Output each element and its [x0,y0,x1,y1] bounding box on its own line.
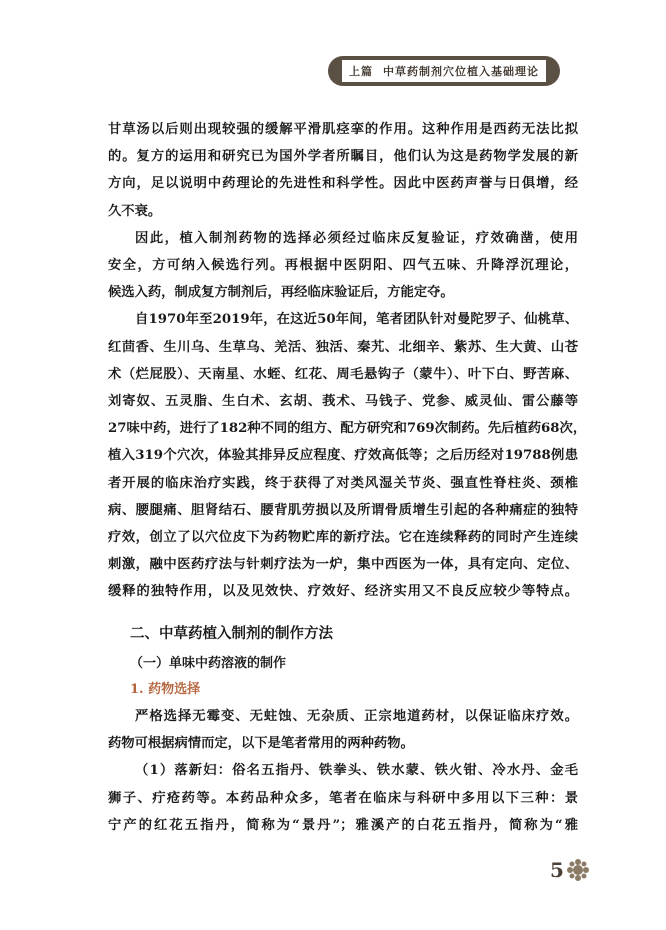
ornament-icon [566,858,590,882]
page-number: 5 [550,858,564,882]
text-line: 药物可根据病情而定，以下是笔者常用的两种药物。 [108,736,414,752]
section-heading: 二、中草药植入制剂的制作方法 [130,625,333,642]
running-header [328,56,560,86]
text-line: 安全，方可纳入候选行列。再根据中医阴阳、四气五味、升降浮沉理论， [108,258,578,273]
text-line: 刘寄奴、五灵脂、生白术、玄胡、莪术、马钱子、党参、威灵仙、雷公藤等 [108,394,578,409]
text-line: 久不衰。 [108,203,162,219]
text-line: 宁产的红花五指丹，简称为“景丹”；雅溪产的白花五指丹，简称为“雅 [108,817,578,833]
text-line: 缓释的独特作用，以及见效快、疗效好、经济实用又不良反应较少等特点。 [108,584,578,600]
text-line: 自1970年至2019年，在这近50年间，笔者团队针对曼陀罗子、仙桃草、 [135,312,578,328]
text-line: 甘草汤以后则出现较强的缓解平滑肌痉挛的作用。这种作用是西药无法比拟 [108,122,578,137]
text-line: 27味中药，进行了182种不同的组方、配方研究和769次制药。先后植药68次， [108,421,587,437]
header-part: 上篇 [349,65,373,78]
text-line: 植入319个穴次，体验其排异反应程度、疗效高低等；之后历经对19788例患 [108,448,578,464]
text-line: 因此，植入制剂药物的选择必须经过临床反复验证，疗效确凿，使用 [135,230,578,246]
text-line: 疗效，创立了以穴位皮下为药物贮库的新疗法。它在连续释药的同时产生连续 [108,530,578,545]
subsection-heading: （一）单味中药溶液的制作 [130,656,287,671]
text-line: （1）落新妇：俗名五指丹、铁拳头、铁水蒙、铁火钳、冷水丹、金毛 [135,763,578,779]
item-heading: 1. 药物选择 [130,682,201,697]
text-line: 狮子、疔疮药等。本药品种众多，笔者在临床与科研中多用以下三种：景 [108,790,578,806]
text-line: 术（烂屁股）、天南星、水蛭、红花、周毛悬钩子（蒙牛）、叶下白、野苦麻、 [108,366,578,382]
header-title: 中草药制剂穴位植入基础理论 [383,65,539,78]
text-line: 病、腰腿痛、胆肾结石、腰背肌劳损以及所谓骨质增生引起的各种痛症的独特 [108,502,578,518]
text-line: 严格选择无霉变、无蛀蚀、无杂质、正宗地道药材，以保证临床疗效。 [135,709,578,724]
text-line: 者开展的临床治疗实践，终于获得了对类风湿关节炎、强直性脊柱炎、颈椎 [108,475,578,491]
text-line: 刺激，融中医药疗法与针刺疗法为一炉，集中西医为一体，具有定向、定位、 [108,557,578,573]
text-line: 方向，足以说明中药理论的先进性和科学性。因此中医药声誉与日俱增，经 [108,176,578,192]
text-line: 的。复方的运用和研究已为国外学者所瞩目，他们认为这是药物学发展的新 [108,149,578,165]
text-line: 红茴香、生川乌、生草乌、羌活、独活、秦艽、北细辛、紫苏、生大黄、山苍 [108,339,578,355]
text-line: 候选入药，制成复方制剂后，再经临床验证后，方能定夺。 [108,285,454,301]
